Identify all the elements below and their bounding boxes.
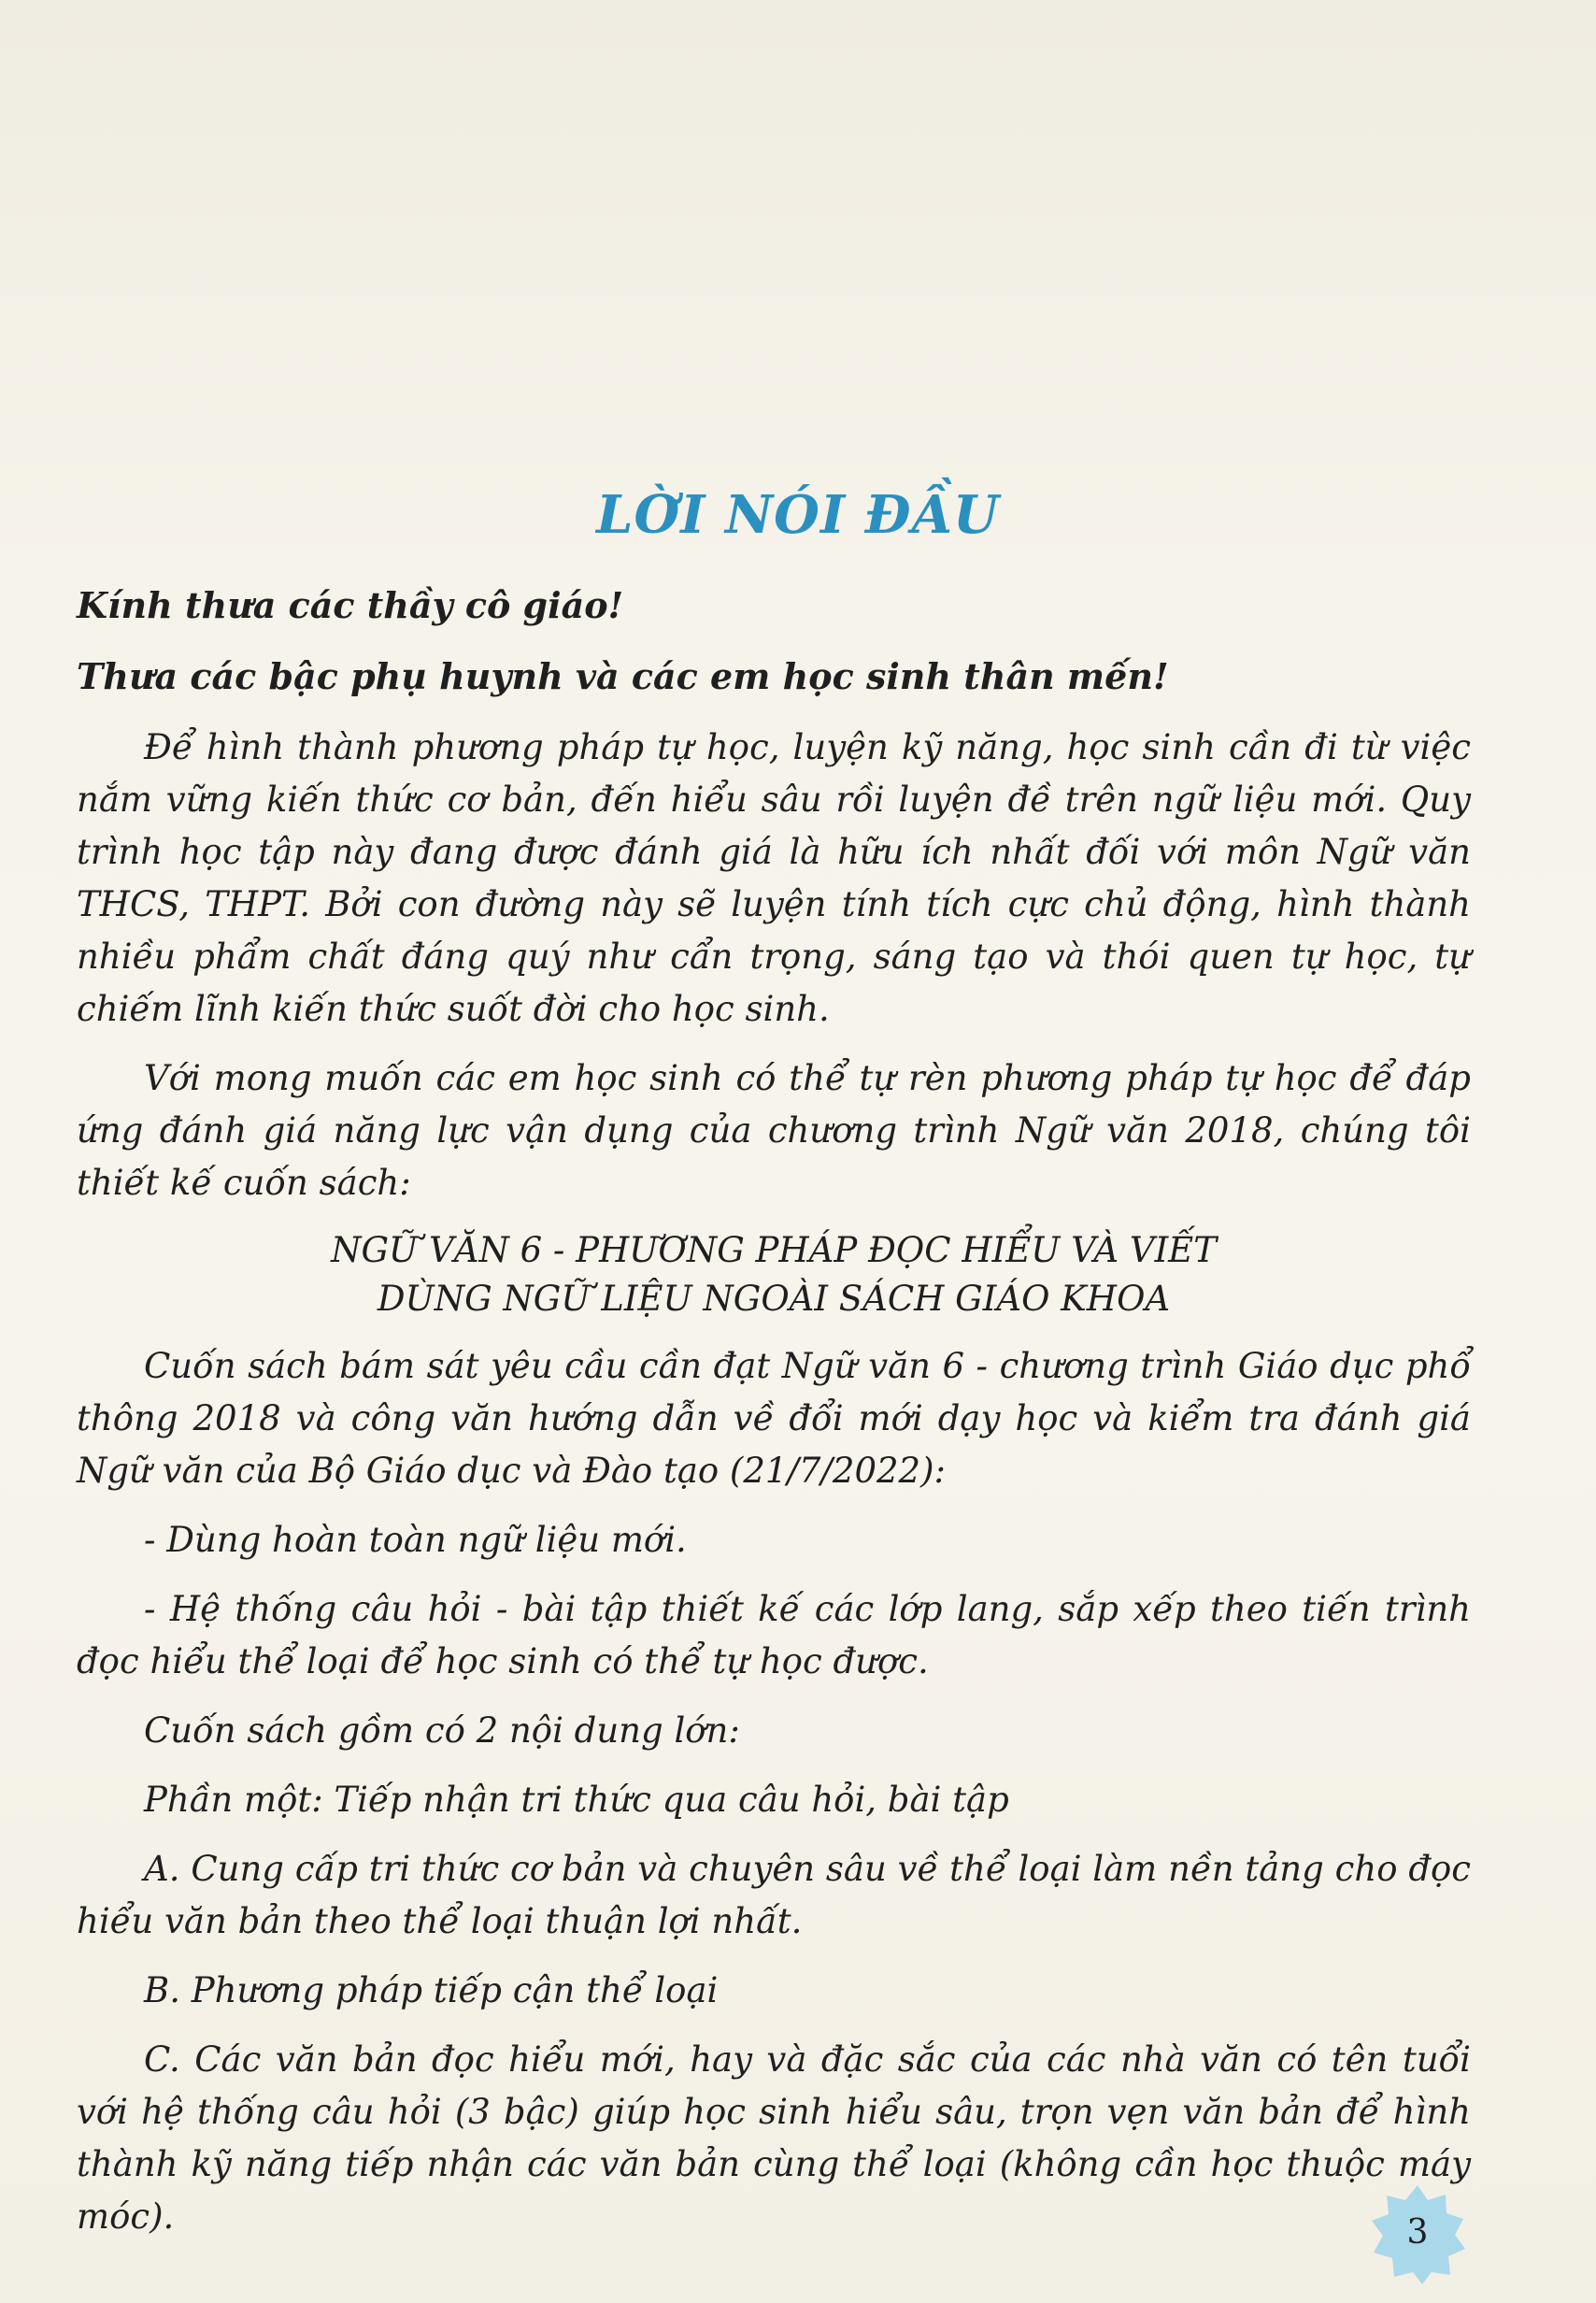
paragraph: Với mong muốn các em học sinh có thể tự rèn phương pháp tự học để đáp ứng đánh giá năng lực vận dụng của chương trình Ngữ văn 2018, chúng tôi thiết kế cuốn sách: [77, 1058, 1471, 1203]
book-title-line-1: NGỮ VĂN 6 - PHƯƠNG PHÁP ĐỌC HIỂU VÀ VIẾT [331, 1230, 1217, 1270]
book-title [77, 1226, 1471, 1323]
list-item: C. Các văn bản đọc hiểu mới, hay và đặc sắc của các nhà văn có tên tuổi với hệ thống câu hỏi (3 bậc) giúp học sinh hiểu sâu, trọn vẹn văn bản để hình thành kỹ năng tiếp nhận các văn bản cùng thể loại (không cần học thuộc máy móc). [77, 2039, 1471, 2237]
greeting-teachers: Kính thưa các thầy cô giáo! [77, 584, 624, 626]
list-item: - Hệ thống câu hỏi - bài tập thiết kế các lớp lang, sắp xếp theo tiến trình đọc hiểu thể loại để học sinh có thể tự học được. [77, 1589, 1471, 1681]
page-number-badge [1366, 2181, 1469, 2284]
paragraph: Cuốn sách gồm có 2 nội dung lớn: [144, 1710, 740, 1751]
page-number: 3 [1406, 2213, 1429, 2252]
list-item: - Dùng hoàn toàn ngữ liệu mới. [144, 1520, 687, 1560]
section-heading: Phần một: Tiếp nhận tri thức qua câu hỏi, bài tập [144, 1780, 1009, 1820]
book-title-line-2: DÙNG NGỮ LIỆU NGOÀI SÁCH GIÁO KHOA [377, 1279, 1171, 1319]
list-item: A. Cung cấp tri thức cơ bản và chuyên sâu về thể loại làm nền tảng cho đọc hiểu văn bản theo thể loại thuận lợi nhất. [77, 1849, 1471, 1941]
paragraph: Để hình thành phương pháp tự học, luyện kỹ năng, học sinh cần đi từ việc nắm vững kiến thức cơ bản, đến hiểu sâu rồi luyện đề trên ngữ liệu mới. Quy trình học tập này đang được đánh giá là hữu ích nhất đối với môn Ngữ văn THCS, THPT. Bởi con đường này sẽ luyện tính tích cực chủ động, hình thành nhiều phẩm chất đáng quý như cẩn trọng, sáng tạo và thói quen tự học, tự chiếm lĩnh kiến thức suốt đời cho học sinh. [77, 727, 1471, 1029]
page-title: LỜI NÓI ĐẦU [596, 483, 1000, 546]
greeting-parents-students: Thưa các bậc phụ huynh và các em học sinh thân mến! [77, 655, 1169, 697]
list-item: B. Phương pháp tiếp cận thể loại [144, 1970, 719, 2010]
preface-body [77, 579, 1471, 2260]
paragraph: Cuốn sách bám sát yêu cầu cần đạt Ngữ văn 6 - chương trình Giáo dục phổ thông 2018 và công văn hướng dẫn về đổi mới dạy học và kiểm tra đánh giá Ngữ văn của Bộ Giáo dục và Đào tạo (21/7/2022): [77, 1346, 1471, 1491]
